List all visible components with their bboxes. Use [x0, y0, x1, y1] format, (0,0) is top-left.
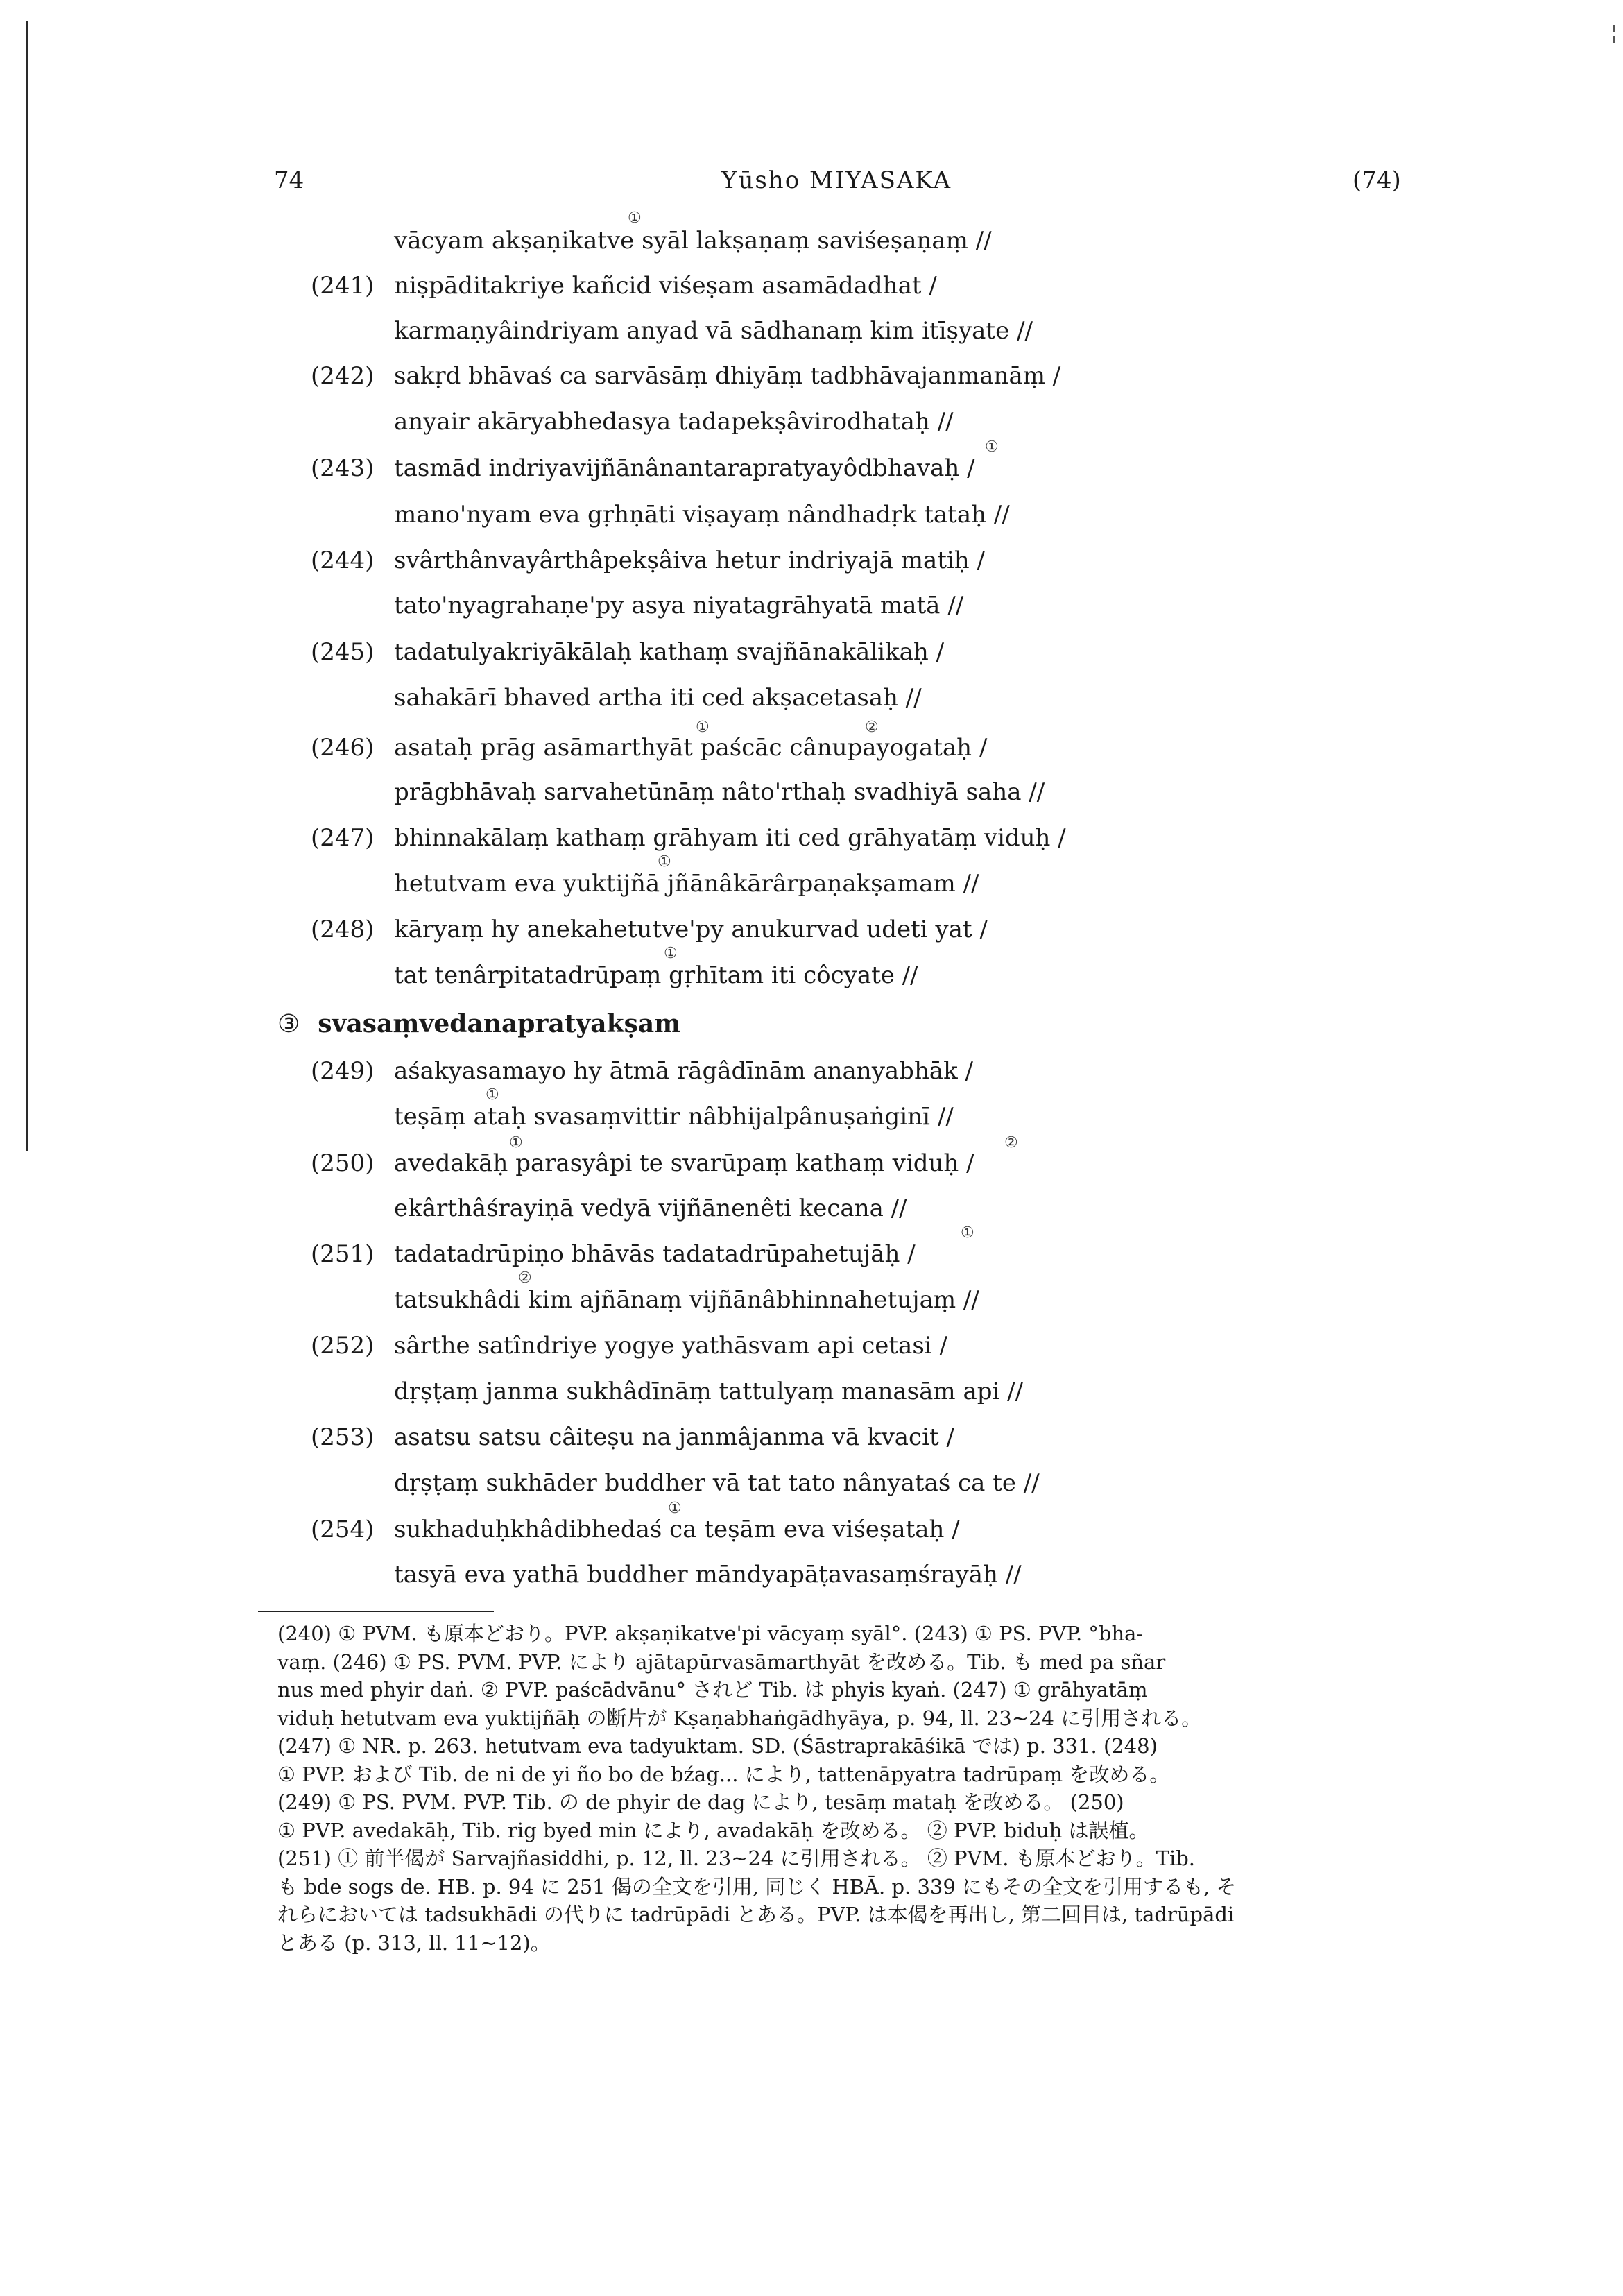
footnote-line: とある (p. 313, ll. 11~12)。 — [277, 1930, 551, 1955]
verse-number: (248) — [311, 916, 375, 943]
section-heading — [277, 1009, 680, 1038]
page-number-right: (74) — [1352, 166, 1401, 194]
section-circle-number: ③ — [277, 1010, 300, 1038]
footnote-line: (240) ① PVM. も原本どおり。PVP. akṣaṇikatve'pi vācyaṃ syāl°. (243) ① PS. PVP. °bha- — [277, 1622, 1144, 1645]
footnote-line: (247) ① NR. p. 263. hetutvam eva tadyuktam. SD. (Śāstraprakāśikā では) p. 331. (248) — [277, 1734, 1158, 1758]
footnote-line: ① PVP. avedakāḥ, Tib. rig byed min により, avadakāḥ を改める。 ② PVP. biduḥ は誤植。 — [277, 1818, 1149, 1842]
page-number-left: 74 — [274, 166, 304, 194]
footnote-line: (249) ① PS. PVM. PVP. Tib. の de phyir de dag により, tesāṃ mataḥ を改める。 (250) — [277, 1790, 1124, 1814]
verse-number: (252) — [311, 1332, 375, 1360]
verse-number: (245) — [311, 638, 375, 666]
verse-number: (241) — [311, 272, 375, 300]
footnote-line: viduḥ hetutvam eva yuktijñāḥ の断片が Kṣaṇabhaṅgādhyāya, p. 94, ll. 23~24 に引用される。 — [277, 1706, 1202, 1730]
scan-edge-marks — [1612, 21, 1617, 62]
footnote-marker: ② — [865, 719, 879, 736]
verse-number: (254) — [311, 1516, 375, 1543]
verse-number: (250) — [311, 1149, 375, 1177]
footnote-marker: ① — [658, 853, 671, 871]
footnote-marker: ① — [664, 945, 678, 962]
footnotes — [277, 1620, 1429, 1957]
footnote-line: nus med phyir daṅ. ② PVP. paścādvānu° されど Tib. は phyis kyaṅ. (247) ① grāhyatāṃ — [277, 1678, 1148, 1702]
verse-number: (246) — [311, 734, 375, 762]
footnote-marker: ① — [696, 719, 710, 736]
footnote-line: れらにおいては tadsukhādi の代りに tadrūpādi とある。PVP. は本偈を再出し, 第二回目は, tadrūpādi — [277, 1903, 1235, 1926]
verse-number: (251) — [311, 1240, 375, 1268]
verse-number: (244) — [311, 547, 375, 574]
footnote-marker: ① — [509, 1134, 523, 1151]
footnote-line: ① PVP. および Tib. de ni de yi ño bo de bźag... により, tattenāpyatra tadrūpaṃ を改める。 — [277, 1762, 1170, 1786]
footnote-marker: ② — [1004, 1134, 1018, 1151]
footnote-line: も bde sogs de. HB. p. 94 に 251 偈の全文を引用, 同じく HBĀ. p. 339 にもその全文を引用するも, そ — [277, 1874, 1237, 1899]
verse-number: (253) — [311, 1423, 375, 1451]
footnote-marker: ① — [668, 1500, 682, 1517]
verse-number: (242) — [311, 362, 375, 390]
section-title: svasaṃvedanapratyakṣam — [318, 1009, 681, 1038]
verse-number: (249) — [311, 1057, 375, 1085]
footnote-line: (251) ① 前半偈が Sarvajñasiddhi, p. 12, ll. 23~24 に引用される。 ② PVM. も原本どおり。Tib. — [277, 1847, 1196, 1870]
footnote-marker: ② — [518, 1269, 532, 1287]
page: 74 Yūsho MIYASAKA (74) ① ① ① ② ① ① ① ① ② ① ② ① vācyam akṣaṇikatve syāl lakṣaṇaṃ saviśeṣaṇaṃ // (241) niṣpāditakriye kañcid viśeṣam asamādadhat / karmaṇyâindriyam anyad vā sādhanaṃ kim itīṣyate // (242) sakṛd bhāvaś ca sarvāsāṃ dhiyāṃ tadbhāvajanmanāṃ / anyair akāryabhedasya tadapekṣâvirodhataḥ // (243) tasmād indriyavijñānânantarapratyayôdbhavaḥ / mano'nyam eva gṛhṇāti viṣayaṃ nândhadṛk tataḥ // (244) svârthânvayârthâpekṣâiva hetur indriyajā matiḥ / tato'nyagrahaṇe'py asya niyatagrāhyatā matā // (245) tadatulyakriyākālaḥ kathaṃ svajñānakālikaḥ / sahakārī bhaved artha iti ced akṣacetasaḥ // (246) asataḥ prāg asāmarthyāt paścāc cânupayogataḥ / prāgbhāvaḥ sarvahetūnāṃ nâto'rthaḥ svadhiyā saha // (247) bhinnakālaṃ kathaṃ grāhyam iti ced grāhyatāṃ viduḥ / hetutvam eva yuktijñā jñānâkārârpaṇakṣamam // (248) kāryaṃ hy anekahetutve'py anukurvad udeti yat / tat tenârpitatadrūpaṃ gṛhītam iti côcyate // ③ svasaṃvedanapratyakṣam (249) aśakyasamayo hy ātmā rāgâdīnām ananyabhāk / teṣāṃ ataḥ svasaṃvittir nâbhijalpânuṣaṅginī // (250) avedakāḥ parasyâpi te svarūpaṃ kathaṃ viduḥ / ekârthâśrayiṇā vedyā vijñānenêti kecana // (251) tadatadrūpiṇo bhāvās tadatadrūpahetujāḥ / tatsukhâdi kim ajñānaṃ vijñānâbhinnahetujaṃ // (252) sârthe satîndriye yogye yathāsvam api cetasi / dṛṣṭaṃ janma sukhâdīnāṃ tattulyaṃ manasām api // (253) asatsu satsu câiteṣu na janmâjanma vā kvacit / dṛṣṭaṃ sukhāder buddher vā tat tato nânyataś ca te // (254) sukhaduḥkhâdibhedaś ca teṣām eva viśeṣataḥ / tasyā eva yathā buddher māndyapāṭavasaṃśrayāḥ // (240) ① PVM. も原本どおり。PVP. akṣaṇikatve'pi vācyaṃ syāl°. (243) ① PS. PVP. °bha- vaṃ. (246) ① PS. PVM. PVP. により ajātapūrvasāmarthyāt を改める。Tib. も med pa sñar nus med phyir daṅ. ② PVP. paścādvānu° されど Tib. は phyis kyaṅ. (247) ① grāhyatāṃ viduḥ hetutvam eva yuktijñāḥ の断片が Kṣaṇabhaṅgādhyāya, p. 94, ll. 23~24 に引用される。 (247) ① NR. p. 263. hetutvam eva tadyuktam. SD. (Śāstraprakāśikā では) p. 331. (248) ① PVP. および Tib. de ni de yi ño bo de bźag... により, tattenāpyatra tadrūpaṃ を改める。 (249) ① PS. PVM. PVP. Tib. の de phyir de dag により, tesāṃ mataḥ を改める。 (250) ① PVP. avedakāḥ, Tib. rig byed min により, avadakāḥ を改める。 ② PVP. biduḥ は誤植。 (251) ① 前半偈が Sarvajñasiddhi, p. 12, ll. 23~24 に引用される。 ② PVM. も原本どおり。Tib. も bde sogs de. HB. p. 94 に 251 偈の全文を引用, 同じく HBĀ. p. 339 にもその全文を引用するも, そ れらにおいては tadsukhādi の代りに tadrūpādi とある。PVP. は本偈を再出し, 第二回目は, tadrūpādi とある (p. 313, ll. 11~12)。 — [0, 0, 1623, 2296]
verse-number: (243) — [311, 454, 375, 482]
footnote-marker: ① — [961, 1224, 974, 1242]
footnote-line: vaṃ. (246) ① PS. PVM. PVP. により ajātapūrvasāmarthyāt を改める。Tib. も med pa sñar — [277, 1650, 1166, 1674]
running-header — [0, 166, 1623, 208]
verse-number: (247) — [311, 824, 375, 852]
footnote-marker: ① — [486, 1086, 499, 1104]
footnote-separator — [258, 1611, 494, 1612]
footnote-marker: ① — [985, 438, 999, 456]
author-name: Yūsho MIYASAKA — [721, 166, 952, 194]
footnote-marker: ① — [628, 209, 642, 227]
